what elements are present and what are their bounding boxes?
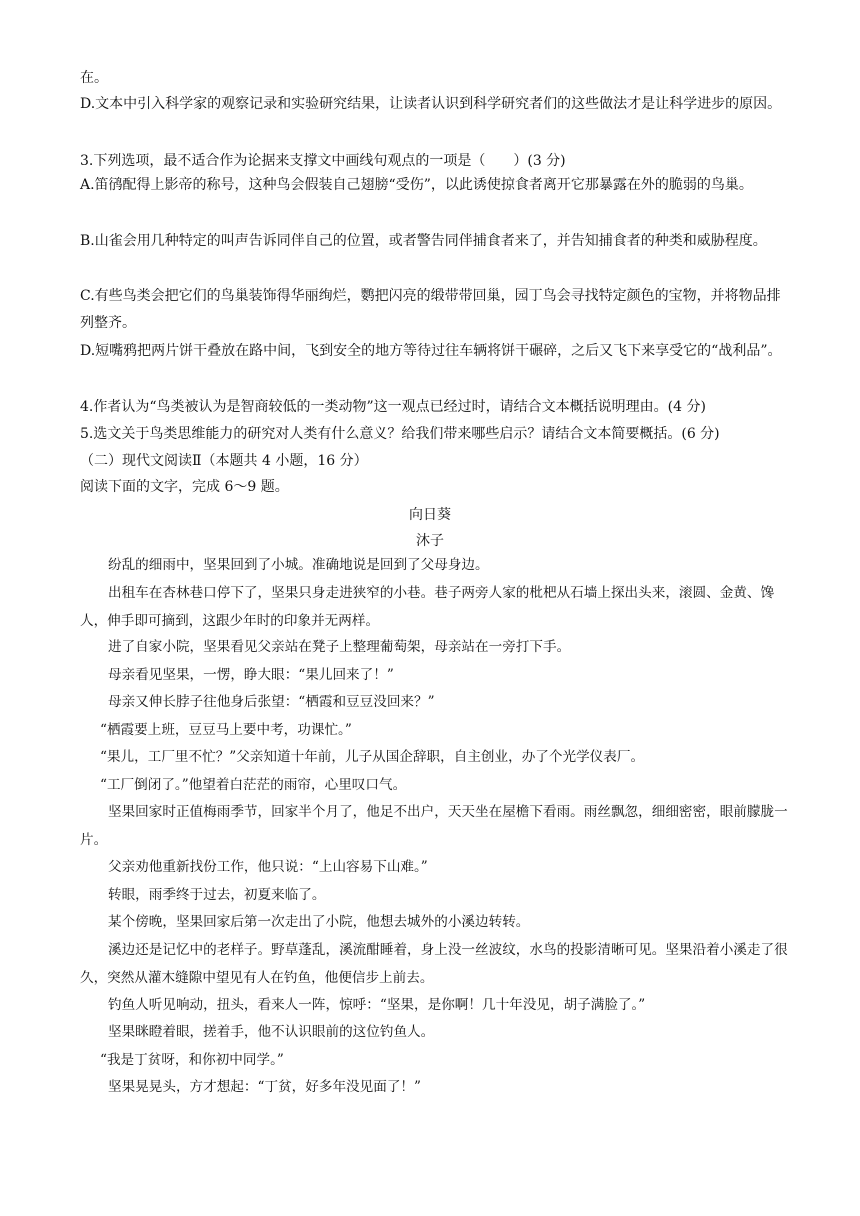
story-paragraph-9: 坚果回家时正值梅雨季节，回家半个月了，他足不出户，天天坐在屋檐下看雨。雨丝飘忽，细细密密，眼前朦胧一片。 bbox=[80, 804, 788, 848]
reading-instruction: 阅读下面的文字，完成 6～9 题。 bbox=[80, 479, 289, 495]
q2-option-d: D.文本中引入科学家的观察记录和实验研究结果，让读者认识到科学研究者们的这些做法才是让科学进步的原因。 bbox=[80, 96, 782, 112]
story-author: 沐子 bbox=[416, 533, 444, 549]
story-paragraph-5: 母亲又伸长脖子往他身后张望：“栖霞和豆豆没回来？” bbox=[108, 694, 435, 710]
story-paragraph-8: “工厂倒闭了。”他望着白茫茫的雨帘，心里叹口气。 bbox=[100, 777, 407, 793]
q2-tail-text: 在。 bbox=[80, 70, 108, 86]
story-paragraph-7: “果儿，工厂里不忙？”父亲知道十年前，儿子从国企辞职，自主创业，办了个光学仪表厂。 bbox=[100, 749, 645, 765]
story-paragraph-1: 纷乱的细雨中，坚果回到了小城。准确地说是回到了父母身边。 bbox=[108, 557, 489, 573]
q3-option-b: B.山雀会用几种特定的叫声告诉同伴自己的位置，或者警告同伴捕食者来了，并告知捕食者的种类和威胁程度。 bbox=[80, 233, 767, 249]
story-paragraph-12: 某个傍晚，坚果回家后第一次走出了小院，他想去城外的小溪边转转。 bbox=[108, 914, 530, 930]
story-paragraph-4: 母亲看见坚果，一愣，睁大眼：“果儿回来了！” bbox=[108, 667, 394, 683]
q3-option-a: A.笛鸻配得上影帝的称号，这种鸟会假装自己翅膀“受伤”，以此诱使掠食者离开它那暴露在外的脆弱的鸟巢。 bbox=[80, 177, 753, 193]
story-paragraph-13: 溪边还是记忆中的老样子。野草蓬乱，溪流酣睡着，身上没一丝波纹，水鸟的投影清晰可见。坚果沿着小溪走了很久，突然从灌木缝隙中望见有人在钓鱼，他便信步上前去。 bbox=[80, 942, 788, 986]
story-paragraph-14: 钓鱼人听见响动，扭头，看来人一阵，惊呼：“坚果，是你啊！几十年没见，胡子满脸了。” bbox=[108, 997, 646, 1013]
story-paragraph-3: 进了自家小院，坚果看见父亲站在凳子上整理葡萄架，母亲站在一旁打下手。 bbox=[108, 639, 571, 655]
story-paragraph-10: 父亲劝他重新找份工作，他只说：“上山容易下山难。” bbox=[108, 859, 428, 875]
question-5: 5.选文关于鸟类思维能力的研究对人类有什么意义？给我们带来哪些启示？请结合文本简要概括。(6 分) bbox=[80, 426, 720, 442]
story-paragraph-16: “我是丁贫呀，和你初中同学。” bbox=[100, 1052, 284, 1068]
question-3-stem: 3.下列选项，最不适合作为论据来支撑文中画线句观点的一项是（ ）(3 分) bbox=[80, 153, 566, 169]
section-2-heading: （二）现代文阅读Ⅱ（本题共 4 小题，16 分） bbox=[80, 453, 368, 469]
story-title: 向日葵 bbox=[409, 507, 451, 523]
q3-option-d: D.短嘴鸦把两片饼干叠放在路中间，飞到安全的地方等待过往车辆将饼干碾碎，之后又飞下来享受它的“战利品”。 bbox=[80, 343, 782, 359]
story-paragraph-6: “栖霞要上班，豆豆马上要中考，功课忙。” bbox=[100, 722, 352, 738]
story-paragraph-15: 坚果眯瞪着眼，搓着手，他不认识眼前的这位钓鱼人。 bbox=[108, 1024, 435, 1040]
story-paragraph-11: 转眼，雨季终于过去，初夏来临了。 bbox=[108, 887, 326, 903]
story-paragraph-2: 出租车在杏林巷口停下了，坚果只身走进狭窄的小巷。巷子两旁人家的枇杷从石墙上探出头来，滚圆、金黄、馋人，伸手即可摘到，这跟少年时的印象并无两样。 bbox=[80, 585, 775, 629]
question-4: 4.作者认为“鸟类被认为是智商较低的一类动物”这一观点已经过时，请结合文本概括说明理由。(4 分) bbox=[80, 399, 706, 415]
q3-option-c: C.有些鸟类会把它们的鸟巢装饰得华丽绚烂，鹦把闪亮的缎带带回巢，园丁鸟会寻找特定颜色的宝物，并将物品排列整齐。 bbox=[80, 288, 781, 331]
story-paragraph-17: 坚果晃晃头，方才想起：“丁贫，好多年没见面了！” bbox=[108, 1079, 421, 1095]
